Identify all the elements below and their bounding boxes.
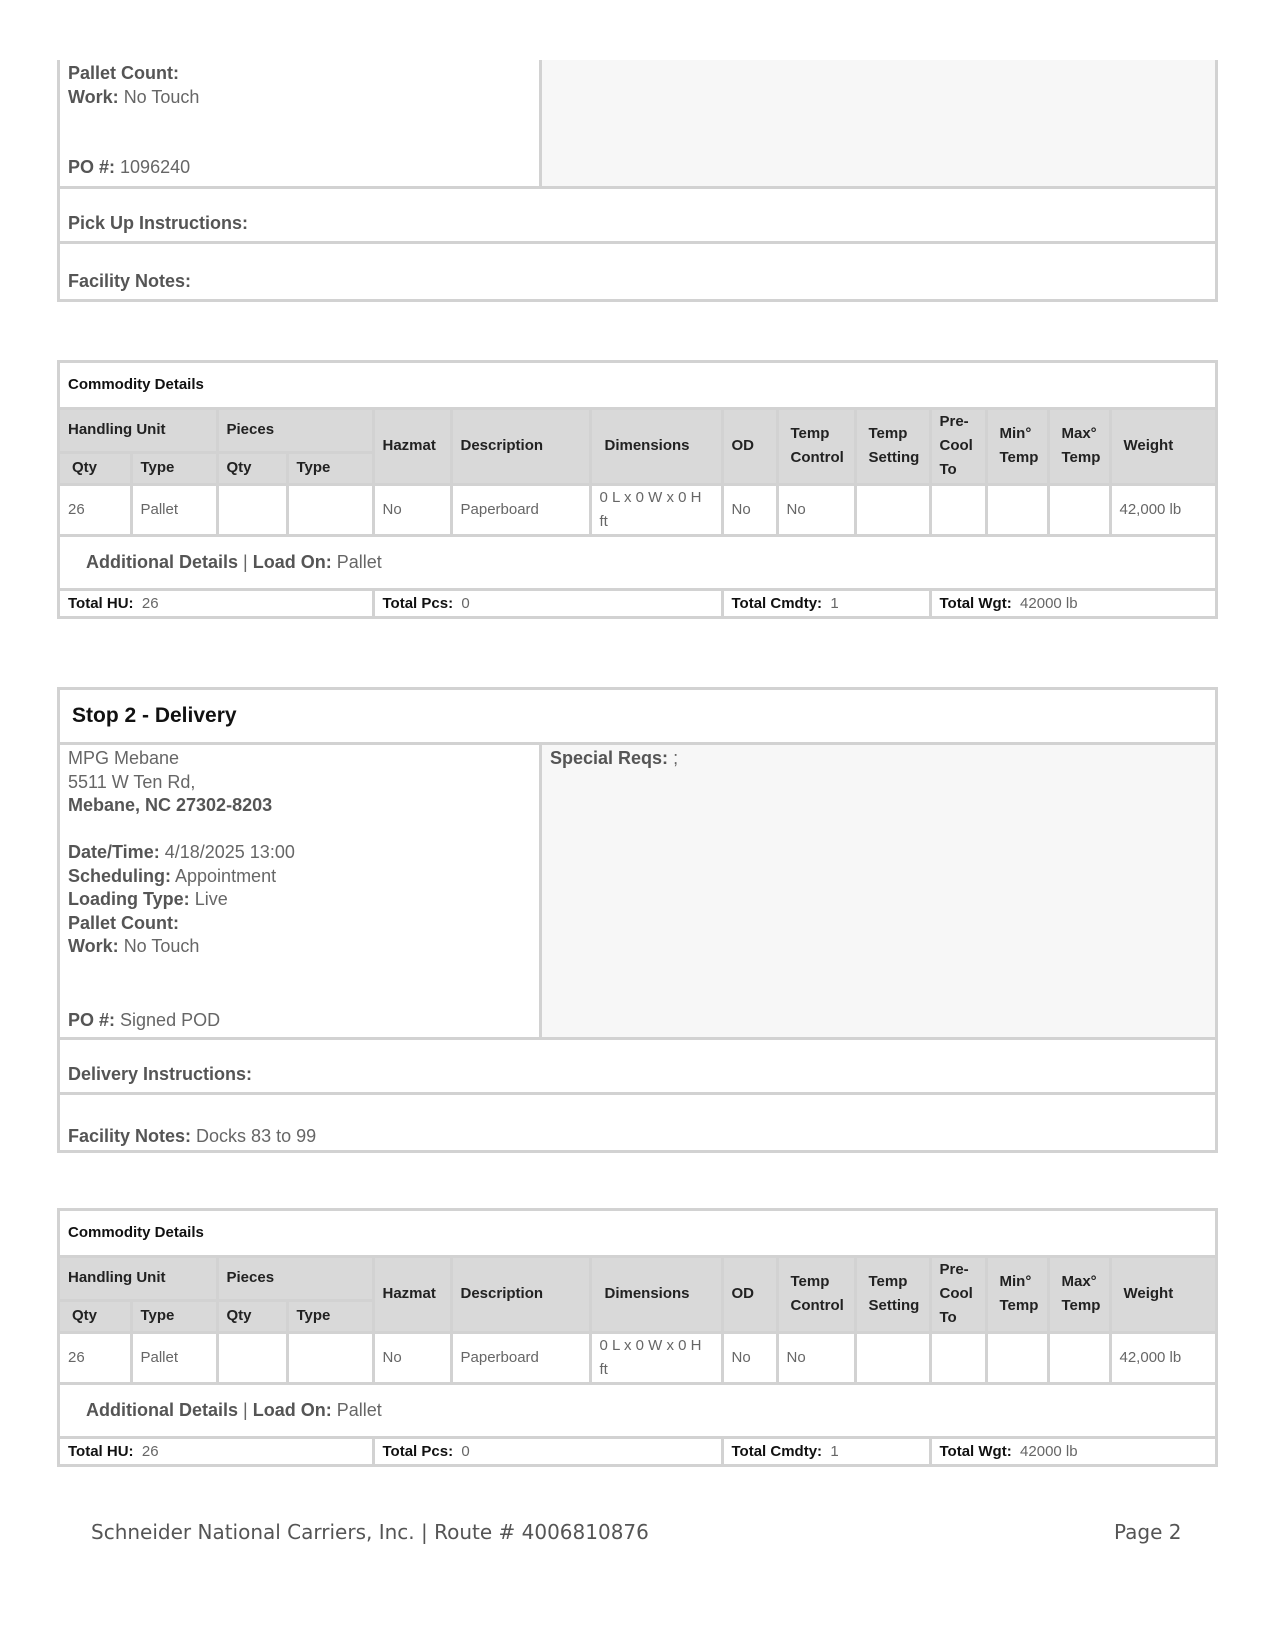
- datetime-value: 4/18/2025 13:00: [164, 842, 295, 862]
- hu-type-header: Type: [131, 1300, 217, 1332]
- total-wgt-label: Total Wgt:: [939, 594, 1012, 612]
- max-temp-header: Max° Temp: [1048, 1256, 1110, 1332]
- temp-setting-value: [855, 1332, 930, 1383]
- pallet-count-label: Pallet Count:: [68, 912, 179, 933]
- temp-setting-value: [855, 484, 930, 535]
- pre-cool-value: [930, 1332, 986, 1383]
- total-wgt-label: Total Wgt:: [939, 1442, 1012, 1460]
- stop1-continued-panel: [57, 60, 1218, 302]
- description-value: Paperboard: [451, 484, 590, 535]
- stop2-details: [60, 745, 542, 1037]
- totals-row: [60, 1437, 1215, 1464]
- pieces-header: Pieces: [217, 1256, 373, 1300]
- total-pcs-label: Total Pcs:: [382, 1442, 454, 1460]
- max-temp-value: [1048, 484, 1110, 535]
- hu-type: Pallet: [131, 484, 217, 535]
- facility-notes-row: [60, 1095, 1215, 1150]
- facility-notes-label: Facility Notes:: [68, 1126, 192, 1146]
- delivery-instructions-label: Delivery Instructions:: [68, 1064, 253, 1084]
- work-label: Work:: [68, 86, 119, 107]
- total-cmdty-value: 1: [830, 594, 839, 612]
- temp-control-header: Temp Control: [777, 1256, 855, 1332]
- footer-page-number: Page 2: [1114, 1520, 1182, 1544]
- pc-type-header: Type: [287, 1300, 373, 1332]
- po-label: PO #:: [68, 1010, 116, 1030]
- delivery-instructions-row: [60, 1040, 1215, 1095]
- hu-qty-header: Qty: [60, 1300, 131, 1332]
- scheduling-label: Scheduling:: [68, 865, 171, 886]
- hu-type: Pallet: [131, 1332, 217, 1383]
- facility-notes-label: Facility Notes:: [68, 271, 192, 291]
- od-value: No: [722, 484, 777, 535]
- facility-notes-row: [60, 244, 1215, 299]
- temp-control-header: Temp Control: [777, 408, 855, 484]
- pallet-count-line: [68, 62, 531, 86]
- po-value: Signed POD: [120, 1010, 221, 1030]
- min-temp-value: [986, 1332, 1048, 1383]
- hu-type-header: Type: [131, 452, 217, 484]
- separator: |: [243, 551, 248, 572]
- hu-qty-header: Qty: [60, 452, 131, 484]
- additional-details-label: Additional Details: [86, 551, 239, 572]
- total-hu-value: 26: [141, 594, 159, 612]
- pieces-header: Pieces: [217, 408, 373, 452]
- stop2-panel: [57, 687, 1218, 1153]
- description-header: Description: [451, 1256, 590, 1332]
- po-value: 1096240: [120, 157, 191, 177]
- work-value: No Touch: [123, 936, 200, 956]
- scheduling-value: Appointment: [175, 865, 277, 886]
- weight-header: Weight: [1110, 408, 1215, 484]
- pc-qty-header: Qty: [217, 452, 287, 484]
- total-hu-label: Total HU:: [68, 1442, 134, 1460]
- facility-address: 5511 W Ten Rd,: [68, 771, 196, 792]
- max-temp-header: Max° Temp: [1048, 408, 1110, 484]
- pallet-count-line: [68, 912, 531, 936]
- work-line: [68, 935, 531, 959]
- loading-type-label: Loading Type:: [68, 889, 190, 909]
- pc-type-header: Type: [287, 452, 373, 484]
- weight-header: Weight: [1110, 1256, 1215, 1332]
- pc-type: [287, 1332, 373, 1383]
- weight-value: 42,000 lb: [1110, 1332, 1215, 1383]
- dimensions-value: 0 L x 0 W x 0 H ft: [590, 484, 722, 535]
- commodity-row: [60, 484, 1215, 535]
- work-label: Work:: [68, 936, 119, 956]
- additional-details-label: Additional Details: [86, 1399, 239, 1420]
- total-cmdty-label: Total Cmdty:: [731, 1442, 823, 1460]
- commodity-details-2: [57, 1208, 1218, 1467]
- od-header: OD: [722, 1256, 777, 1332]
- total-cmdty-value: 1: [830, 1442, 839, 1460]
- total-pcs-label: Total Pcs:: [382, 594, 454, 612]
- pc-qty: [217, 484, 287, 535]
- temp-control-value: No: [777, 484, 855, 535]
- datetime-label: Date/Time:: [68, 842, 160, 862]
- pre-cool-header: Pre-Cool To: [930, 408, 986, 484]
- commodity-row: [60, 1332, 1215, 1383]
- scheduling-line: [68, 865, 531, 889]
- work-line: [68, 86, 531, 110]
- commodity-title: Commodity Details: [60, 363, 1215, 408]
- load-on-label: Load On:: [252, 551, 332, 572]
- facility-city-state-zip: Mebane, NC 27302-8203: [68, 795, 273, 815]
- hu-qty: 26: [60, 484, 131, 535]
- hazmat-header: Hazmat: [373, 1256, 451, 1332]
- pc-qty: [217, 1332, 287, 1383]
- pc-qty-header: Qty: [217, 1300, 287, 1332]
- stop2-title: Stop 2 - Delivery: [60, 690, 1215, 745]
- temp-setting-header: Temp Setting: [855, 1256, 930, 1332]
- commodity-title: Commodity Details: [60, 1211, 1215, 1256]
- datetime-line: [68, 841, 531, 865]
- separator: |: [243, 1399, 248, 1420]
- additional-details: [60, 1383, 1215, 1437]
- handling-unit-header: Handling Unit: [60, 408, 217, 452]
- od-header: OD: [722, 408, 777, 484]
- total-hu-value: 26: [141, 1442, 159, 1460]
- pallet-count-label: Pallet Count:: [68, 63, 179, 83]
- facility-notes-value: Docks 83 to 99: [196, 1126, 317, 1146]
- stop1-special-area: [542, 60, 1215, 186]
- temp-control-value: No: [777, 1332, 855, 1383]
- commodity-details-1: [57, 360, 1218, 619]
- pickup-instructions-row: [60, 189, 1215, 244]
- od-value: No: [722, 1332, 777, 1383]
- pre-cool-header: Pre-Cool To: [930, 1256, 986, 1332]
- totals-row: [60, 589, 1215, 616]
- description-header: Description: [451, 408, 590, 484]
- footer-company-route: Schneider National Carriers, Inc. | Route # 4006810876: [91, 1520, 649, 1544]
- special-reqs-value: ;: [673, 748, 679, 768]
- load-on-value: Pallet: [336, 551, 382, 572]
- loading-type-line: [68, 888, 531, 912]
- dimensions-header: Dimensions: [590, 1256, 722, 1332]
- total-cmdty-label: Total Cmdty:: [731, 594, 823, 612]
- min-temp-value: [986, 484, 1048, 535]
- additional-details: [60, 535, 1215, 589]
- po-line: [68, 156, 190, 180]
- load-on-value: Pallet: [336, 1399, 382, 1420]
- min-temp-header: Min° Temp: [986, 1256, 1048, 1332]
- pc-type: [287, 484, 373, 535]
- load-on-label: Load On:: [252, 1399, 332, 1420]
- description-value: Paperboard: [451, 1332, 590, 1383]
- handling-unit-header: Handling Unit: [60, 1256, 217, 1300]
- total-wgt-value: 42000 lb: [1020, 594, 1078, 612]
- hazmat-value: No: [373, 484, 451, 535]
- weight-value: 42,000 lb: [1110, 484, 1215, 535]
- special-reqs-label: Special Reqs:: [550, 748, 669, 768]
- total-pcs-value: 0: [461, 594, 470, 612]
- po-label: PO #:: [68, 157, 116, 177]
- min-temp-header: Min° Temp: [986, 408, 1048, 484]
- pre-cool-value: [930, 484, 986, 535]
- total-pcs-value: 0: [461, 1442, 470, 1460]
- special-reqs-area: [542, 745, 1215, 1037]
- temp-setting-header: Temp Setting: [855, 408, 930, 484]
- dimensions-value: 0 L x 0 W x 0 H ft: [590, 1332, 722, 1383]
- total-wgt-value: 42000 lb: [1020, 1442, 1078, 1460]
- dimensions-header: Dimensions: [590, 408, 722, 484]
- po-line: [68, 1009, 220, 1033]
- pickup-instructions-label: Pick Up Instructions:: [68, 213, 249, 233]
- max-temp-value: [1048, 1332, 1110, 1383]
- hazmat-header: Hazmat: [373, 408, 451, 484]
- work-value: No Touch: [123, 86, 200, 107]
- loading-type-value: Live: [194, 889, 228, 909]
- hazmat-value: No: [373, 1332, 451, 1383]
- stop1-details: [60, 60, 542, 186]
- hu-qty: 26: [60, 1332, 131, 1383]
- facility-name: MPG Mebane: [68, 748, 180, 768]
- total-hu-label: Total HU:: [68, 594, 134, 612]
